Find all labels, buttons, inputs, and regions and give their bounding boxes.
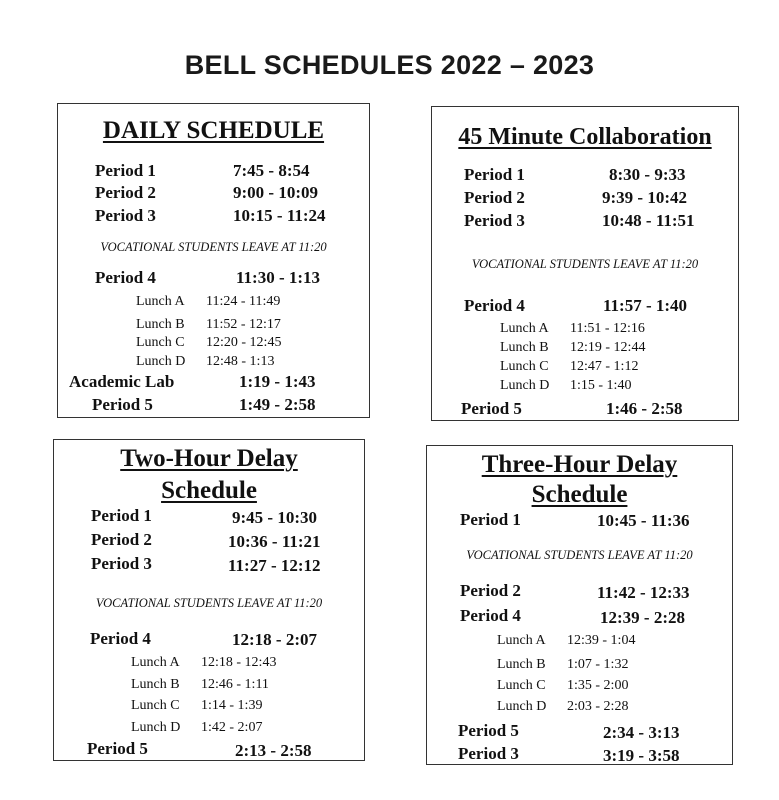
three-hour-lunch-b-label: Lunch B xyxy=(497,657,546,672)
three-hour-period-5-label: Period 5 xyxy=(458,721,519,740)
two-hour-period-1-time: 9:45 - 10:30 xyxy=(232,508,317,527)
daily-period-5-label: Period 5 xyxy=(92,395,153,414)
two-hour-heading-line-1: Two-Hour Delay xyxy=(120,445,298,472)
three-hour-period-3-label: Period 3 xyxy=(458,744,519,763)
daily-period-3-label: Period 3 xyxy=(95,206,156,225)
two-hour-period-1-label: Period 1 xyxy=(91,506,152,525)
collab-vocational-note: VOCATIONAL STUDENTS LEAVE AT 11:20 xyxy=(471,257,699,271)
daily-period-2-time: 9:00 - 10:09 xyxy=(233,183,318,202)
daily-period-4-label: Period 4 xyxy=(95,268,156,287)
two-hour-period-4-label: Period 4 xyxy=(90,629,151,648)
daily-lunch-d-label: Lunch D xyxy=(136,354,186,369)
collab-lunch-c-label: Lunch C xyxy=(500,359,549,374)
two-hour-lunch-c-time: 1:14 - 1:39 xyxy=(201,698,263,713)
daily-lunch-a-label: Lunch A xyxy=(136,294,185,309)
collab-period-3-time: 10:48 - 11:51 xyxy=(602,211,695,230)
two-hour-period-2-label: Period 2 xyxy=(91,530,152,549)
two-hour-lunch-d-time: 1:42 - 2:07 xyxy=(201,720,263,735)
collab-period-4-label: Period 4 xyxy=(464,296,525,315)
collab-period-2-time: 9:39 - 10:42 xyxy=(602,188,687,207)
collab-period-5-time: 1:46 - 2:58 xyxy=(606,399,683,418)
three-hour-lunch-c-label: Lunch C xyxy=(497,678,546,693)
daily-period-2-label: Period 2 xyxy=(95,183,156,202)
collaboration-heading: 45 Minute Collaboration xyxy=(458,124,712,150)
daily-schedule-heading: DAILY SCHEDULE xyxy=(102,117,325,144)
two-hour-period-5-time: 2:13 - 2:58 xyxy=(235,741,312,760)
collab-lunch-d-time: 1:15 - 1:40 xyxy=(570,378,632,393)
two-hour-lunch-d-label: Lunch D xyxy=(131,720,181,735)
two-hour-delay-box xyxy=(53,439,365,761)
two-hour-lunch-a-time: 12:18 - 12:43 xyxy=(201,655,277,670)
daily-lunch-a-time: 11:24 - 11:49 xyxy=(206,294,281,309)
collab-period-1-label: Period 1 xyxy=(464,165,525,184)
daily-period-3-time: 10:15 - 11:24 xyxy=(233,206,326,225)
two-hour-period-3-time: 11:27 - 12:12 xyxy=(228,556,321,575)
three-hour-lunch-c-time: 1:35 - 2:00 xyxy=(567,678,629,693)
daily-lunch-c-label: Lunch C xyxy=(136,335,185,350)
collab-period-2-label: Period 2 xyxy=(464,188,525,207)
three-hour-period-4-label: Period 4 xyxy=(460,606,521,625)
page-title: BELL SCHEDULES 2022 – 2023 xyxy=(184,50,595,80)
daily-academic-lab-time: 1:19 - 1:43 xyxy=(239,372,316,391)
daily-lunch-b-time: 11:52 - 12:17 xyxy=(206,317,281,332)
two-hour-vocational-note: VOCATIONAL STUDENTS LEAVE AT 11:20 xyxy=(95,596,323,610)
daily-vocational-note: VOCATIONAL STUDENTS LEAVE AT 11:20 xyxy=(100,240,327,254)
daily-period-4-time: 11:30 - 1:13 xyxy=(236,268,321,287)
three-hour-period-2-time: 11:42 - 12:33 xyxy=(597,583,690,602)
two-hour-heading-line-2: Schedule xyxy=(161,477,257,504)
collab-period-4-time: 11:57 - 1:40 xyxy=(603,296,688,315)
three-hour-period-5-time: 2:34 - 3:13 xyxy=(603,723,680,742)
collaboration-schedule-box xyxy=(431,106,739,421)
collab-lunch-a-time: 11:51 - 12:16 xyxy=(570,321,645,336)
collab-lunch-b-time: 12:19 - 12:44 xyxy=(570,340,646,355)
three-hour-lunch-d-label: Lunch D xyxy=(497,699,547,714)
collab-lunch-c-time: 12:47 - 1:12 xyxy=(570,359,639,374)
three-hour-period-2-label: Period 2 xyxy=(460,581,521,600)
three-hour-period-1-time: 10:45 - 11:36 xyxy=(597,511,690,530)
daily-period-1-time: 7:45 - 8:54 xyxy=(233,161,310,180)
three-hour-vocational-note: VOCATIONAL STUDENTS LEAVE AT 11:20 xyxy=(466,548,693,562)
three-hour-heading-line-1: Three-Hour Delay xyxy=(481,451,678,478)
three-hour-period-4-time: 12:39 - 2:28 xyxy=(600,608,685,627)
two-hour-period-5-label: Period 5 xyxy=(87,739,148,758)
two-hour-period-3-label: Period 3 xyxy=(91,554,152,573)
three-hour-lunch-d-time: 2:03 - 2:28 xyxy=(567,699,629,714)
two-hour-lunch-a-label: Lunch A xyxy=(131,655,180,670)
daily-schedule-box xyxy=(57,103,370,418)
three-hour-lunch-b-time: 1:07 - 1:32 xyxy=(567,657,629,672)
two-hour-period-2-time: 10:36 - 11:21 xyxy=(228,532,321,551)
three-hour-lunch-a-label: Lunch A xyxy=(497,633,546,648)
daily-period-1-label: Period 1 xyxy=(95,161,156,180)
daily-lunch-c-time: 12:20 - 12:45 xyxy=(206,335,282,350)
collab-period-1-time: 8:30 - 9:33 xyxy=(609,165,686,184)
collab-period-3-label: Period 3 xyxy=(464,211,525,230)
two-hour-lunch-b-time: 12:46 - 1:11 xyxy=(201,677,269,692)
collab-lunch-d-label: Lunch D xyxy=(500,378,550,393)
two-hour-lunch-c-label: Lunch C xyxy=(131,698,180,713)
three-hour-lunch-a-time: 12:39 - 1:04 xyxy=(567,633,636,648)
two-hour-lunch-b-label: Lunch B xyxy=(131,677,180,692)
daily-lunch-d-time: 12:48 - 1:13 xyxy=(206,354,275,369)
three-hour-period-3-time: 3:19 - 3:58 xyxy=(603,746,680,765)
daily-academic-lab-label: Academic Lab xyxy=(69,372,175,391)
daily-lunch-b-label: Lunch B xyxy=(136,317,185,332)
three-hour-delay-box xyxy=(426,445,733,765)
collab-lunch-a-label: Lunch A xyxy=(500,321,549,336)
daily-period-5-time: 1:49 - 2:58 xyxy=(239,395,316,414)
collab-period-5-label: Period 5 xyxy=(461,399,522,418)
collab-lunch-b-label: Lunch B xyxy=(500,340,549,355)
two-hour-period-4-time: 12:18 - 2:07 xyxy=(232,630,317,649)
three-hour-period-1-label: Period 1 xyxy=(460,510,521,529)
three-hour-heading-line-2: Schedule xyxy=(531,481,628,508)
